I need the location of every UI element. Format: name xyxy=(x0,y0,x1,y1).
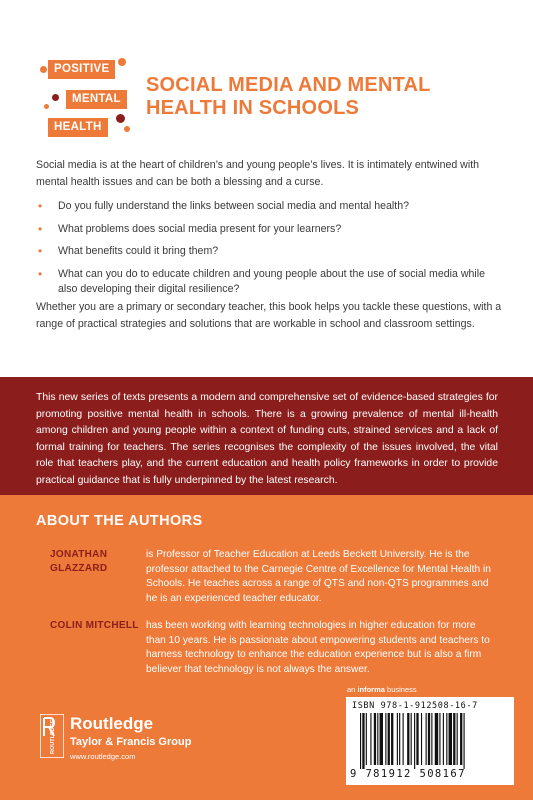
series-description-band xyxy=(0,377,533,495)
barcode-bar xyxy=(431,713,432,765)
routledge-mark-icon xyxy=(40,714,64,758)
barcode-bar xyxy=(397,713,398,765)
barcode-bar xyxy=(439,713,440,765)
list-item: • Do you fully understand the links between social media and mental health? xyxy=(36,199,506,214)
barcode-bar xyxy=(416,713,418,765)
barcode-bar xyxy=(414,713,415,769)
barcode-bar xyxy=(391,713,393,765)
logo-word-mental: MENTAL xyxy=(66,90,127,109)
barcode-bar xyxy=(360,713,361,769)
barcode-bar xyxy=(366,713,367,765)
author-bio: has been working with learning technologies in higher education for more than 10 years. He is passionate about empowering students and teachers to harness technology to enhance the education experience but is also a firm believer that technology is not always the answer. xyxy=(146,620,490,675)
barcode-bar xyxy=(403,713,404,765)
publisher-name: Routledge xyxy=(70,714,154,733)
logo-dot-1 xyxy=(40,66,47,73)
barcode-bar xyxy=(435,713,438,765)
barcode-bars xyxy=(360,713,502,769)
isbn-label: ISBN 978-1-912508-16-7 xyxy=(352,701,478,711)
logo-dot-6 xyxy=(124,126,130,132)
series-logo xyxy=(40,52,132,144)
barcode-bar xyxy=(446,713,447,765)
list-item: • What benefits could it bring them? xyxy=(36,244,506,259)
publisher-logo xyxy=(40,712,200,772)
barcode-digits: 9 781912 508167 xyxy=(350,768,466,780)
book-title: SOCIAL MEDIA AND MENTAL HEALTH IN SCHOOLS xyxy=(146,74,431,119)
cover-top-section xyxy=(0,0,533,377)
barcode-bar xyxy=(385,713,386,765)
barcode-bar xyxy=(453,713,455,765)
publisher-url: www.routledge.com xyxy=(70,752,136,761)
barcode-bar xyxy=(457,713,458,765)
list-item: • What can you do to educate children and young people about the use of social media while also developing their digital resilience? xyxy=(36,267,506,297)
barcode-bar xyxy=(380,713,383,765)
barcode-bar xyxy=(421,713,422,765)
author-name: COLIN MITCHELL xyxy=(50,620,139,631)
series-description: This new series of texts presents a modern and comprehensive set of evidence-based strategies for promoting positive mental health in schools. There is a growing prevalence of mental ill-health among children and young people within a context of funding cuts, strained services and a lack of formal training for teachers. The series recognises the complexity of the issues involved, the vital role that teachers play, and the current education and health policy frameworks in order to provide practical guidance that is fully underpinned by the latest research. xyxy=(36,392,498,486)
barcode-bar xyxy=(443,713,444,765)
author-name: JONATHAN GLAZZARD xyxy=(50,549,108,574)
logo-dot-3 xyxy=(44,104,49,109)
informa-tagline xyxy=(347,685,417,694)
barcode-bar xyxy=(464,713,465,769)
barcode-bar xyxy=(449,713,452,765)
logo-dot-5 xyxy=(116,114,125,123)
barcode-bar xyxy=(411,713,412,765)
list-item: • What problems does social media present for your learners? xyxy=(36,222,506,237)
barcode-bar xyxy=(362,713,364,769)
informa-suffix: business xyxy=(384,685,417,694)
question-list xyxy=(36,199,506,304)
author-bio: is Professor of Teacher Education at Leeds Beckett University. He is the professor attached to the Carnegie Centre of Excellence for Mental Health in Schools. He teaches across a range of QTS and non-QTS programmes and he is an experienced teacher educator. xyxy=(146,549,491,604)
informa-prefix: an xyxy=(347,685,358,694)
barcode-bar xyxy=(460,713,462,765)
logo-dot-4 xyxy=(118,58,126,66)
intro-paragraph: Social media is at the heart of children’s and young people’s lives. It is intimately entwined with mental health issues and can be both a blessing and a curse. xyxy=(36,159,480,188)
barcode-bar xyxy=(370,713,371,765)
isbn-barcode xyxy=(346,697,514,785)
authors-heading: ABOUT THE AUTHORS xyxy=(36,513,203,529)
barcode-bar xyxy=(407,713,409,765)
logo-dot-2 xyxy=(52,94,59,101)
publisher-group: Taylor & Francis Group xyxy=(70,736,192,748)
barcode-bar xyxy=(428,713,430,765)
barcode-bar xyxy=(388,713,390,765)
barcode-bar xyxy=(374,713,376,765)
barcode-bar xyxy=(399,713,400,765)
barcode-bar xyxy=(377,713,378,765)
barcode-bar xyxy=(426,713,427,765)
publisher-spine-text: ROUTLEDGE xyxy=(50,719,56,754)
logo-word-positive: POSITIVE xyxy=(48,60,115,79)
logo-word-health: HEALTH xyxy=(48,118,108,137)
informa-brand: informa xyxy=(357,685,385,694)
closing-paragraph: Whether you are a primary or secondary teacher, this book helps you tackle these questions, with a range of practical strategies and solutions that are workable in school and classroom settings. xyxy=(36,301,502,330)
